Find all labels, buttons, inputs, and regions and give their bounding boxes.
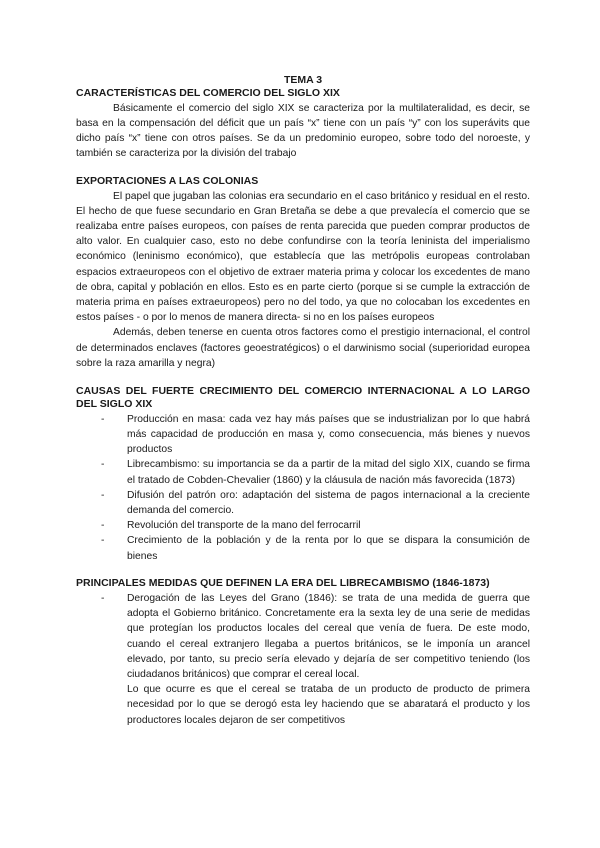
list-item-continuation: Lo que ocurre es que el cereal se trataba de un producto de producto de primera necesidad por lo que se derogó esta ley haciendo que se abaratará el producto y los productores locales dejaron de ser competitivos bbox=[127, 684, 530, 726]
causes-list bbox=[76, 412, 530, 564]
dash-bullet: - bbox=[101, 520, 105, 532]
dash-bullet: - bbox=[101, 489, 105, 501]
section-heading-measures: PRINCIPALES MEDIDAS QUE DEFINEN LA ERA DEL LIBRECAMBISMO (1846-1873) bbox=[76, 577, 490, 590]
dash-bullet: - bbox=[101, 413, 105, 425]
section-heading-characteristics: CARACTERÍSTICAS DEL COMERCIO DEL SIGLO XIX bbox=[76, 87, 340, 99]
list-item-text: Crecimiento de la población y de la renta por lo que se dispara la consumición de bienes bbox=[127, 535, 530, 562]
list-item bbox=[101, 591, 530, 682]
list-item bbox=[101, 488, 530, 518]
list-item-text: Derogación de las Leyes del Grano (1846): se trata de una medida de guerra que adopta el Gobierno británico. Concretamente era la sexta ley de una serie de medidas que protegían los productos locales del cereal que venía de fuera. De este modo, cuando el cereal extranjero llegaba a puertos británicos, se le imponía un arancel elevado, por tanto, su precio sería elevado y dejaría de ser competitivo teniendo (los ciudadanos británicos) que comprar el cereal local. bbox=[127, 593, 530, 681]
list-item bbox=[101, 412, 530, 458]
list-item-text: Difusión del patrón oro: adaptación del sistema de pagos internacional a la creciente demanda del comercio. bbox=[127, 489, 530, 517]
section-heading-exports: EXPORTACIONES A LAS COLONIAS bbox=[76, 175, 259, 187]
measures-continuation-block bbox=[76, 682, 530, 728]
paragraph: El papel que jugaban las colonias era secundario en el caso británico y residual en el resto. El hecho de que fuese secundario en Gran Bretaña se debe a que prevalecía el comercio que se realizaba entre países europeos, con países de renta parecida que pueden comprar productos de alto valor. En cualquier caso, esto no debe confundirse con la teoría leninista del imperialismo económico (leninismo económico), que establecía que las metrópolis europeas controlaban espacios extraeuropeos con el objetivo de extraer materia prima y colocar los excedentes de mano de obra, capital y población en ellos. Esto es en parte cierto (porque si se cumple la extracción de materia prima en países extraeuropeos) pero no del todo, ya que no colocaban los excedentes en estos países - o por lo menos de manera directa- si no en los países europeos bbox=[76, 190, 530, 324]
document-title: TEMA 3 bbox=[283, 74, 323, 86]
list-item bbox=[101, 518, 530, 533]
section-heading-causes: CAUSAS DEL FUERTE CRECIMIENTO DEL COMERCIO INTERNACIONAL A LO LARGO DEL SIGLO XIX bbox=[76, 384, 530, 411]
list-item-text: Producción en masa: cada vez hay más países que se industrializan por lo que habrá más capacidad de producción en masa y, como consecuencia, más bienes y nuevos productos bbox=[127, 413, 530, 456]
list-item-text: Librecambismo: su importancia se da a partir de la mitad del siglo XIX, cuando se firma el tratado de Cobden-Chevalier (1860) y la cláusula de nación más favorecida (1873) bbox=[127, 459, 530, 486]
dash-bullet: - bbox=[101, 593, 105, 605]
measures-list bbox=[76, 591, 530, 682]
dash-bullet: - bbox=[101, 535, 105, 547]
list-item bbox=[101, 533, 530, 563]
list-item bbox=[101, 457, 530, 487]
dash-bullet: - bbox=[101, 459, 105, 471]
document-body bbox=[76, 73, 530, 728]
list-item-text: Revolución del transporte de la mano del ferrocarril bbox=[127, 520, 361, 532]
paragraph: Básicamente el comercio del siglo XIX se caracteriza por la multilateralidad, es decir, se basa en la compensación del déficit que un país “x” tiene con un país “y” con los superávits que dicho país “x” tiene con otros países. Se da un predominio europeo, sobre todo del noroeste, y también se caracteriza por la división del trabajo bbox=[76, 102, 530, 160]
paragraph: Además, deben tenerse en cuenta otros factores como el prestigio internacional, el control de determinados enclaves (factores geoestratégicos) o el darwinismo social (superioridad europea sobre la raza amarilla y negra) bbox=[76, 327, 530, 369]
